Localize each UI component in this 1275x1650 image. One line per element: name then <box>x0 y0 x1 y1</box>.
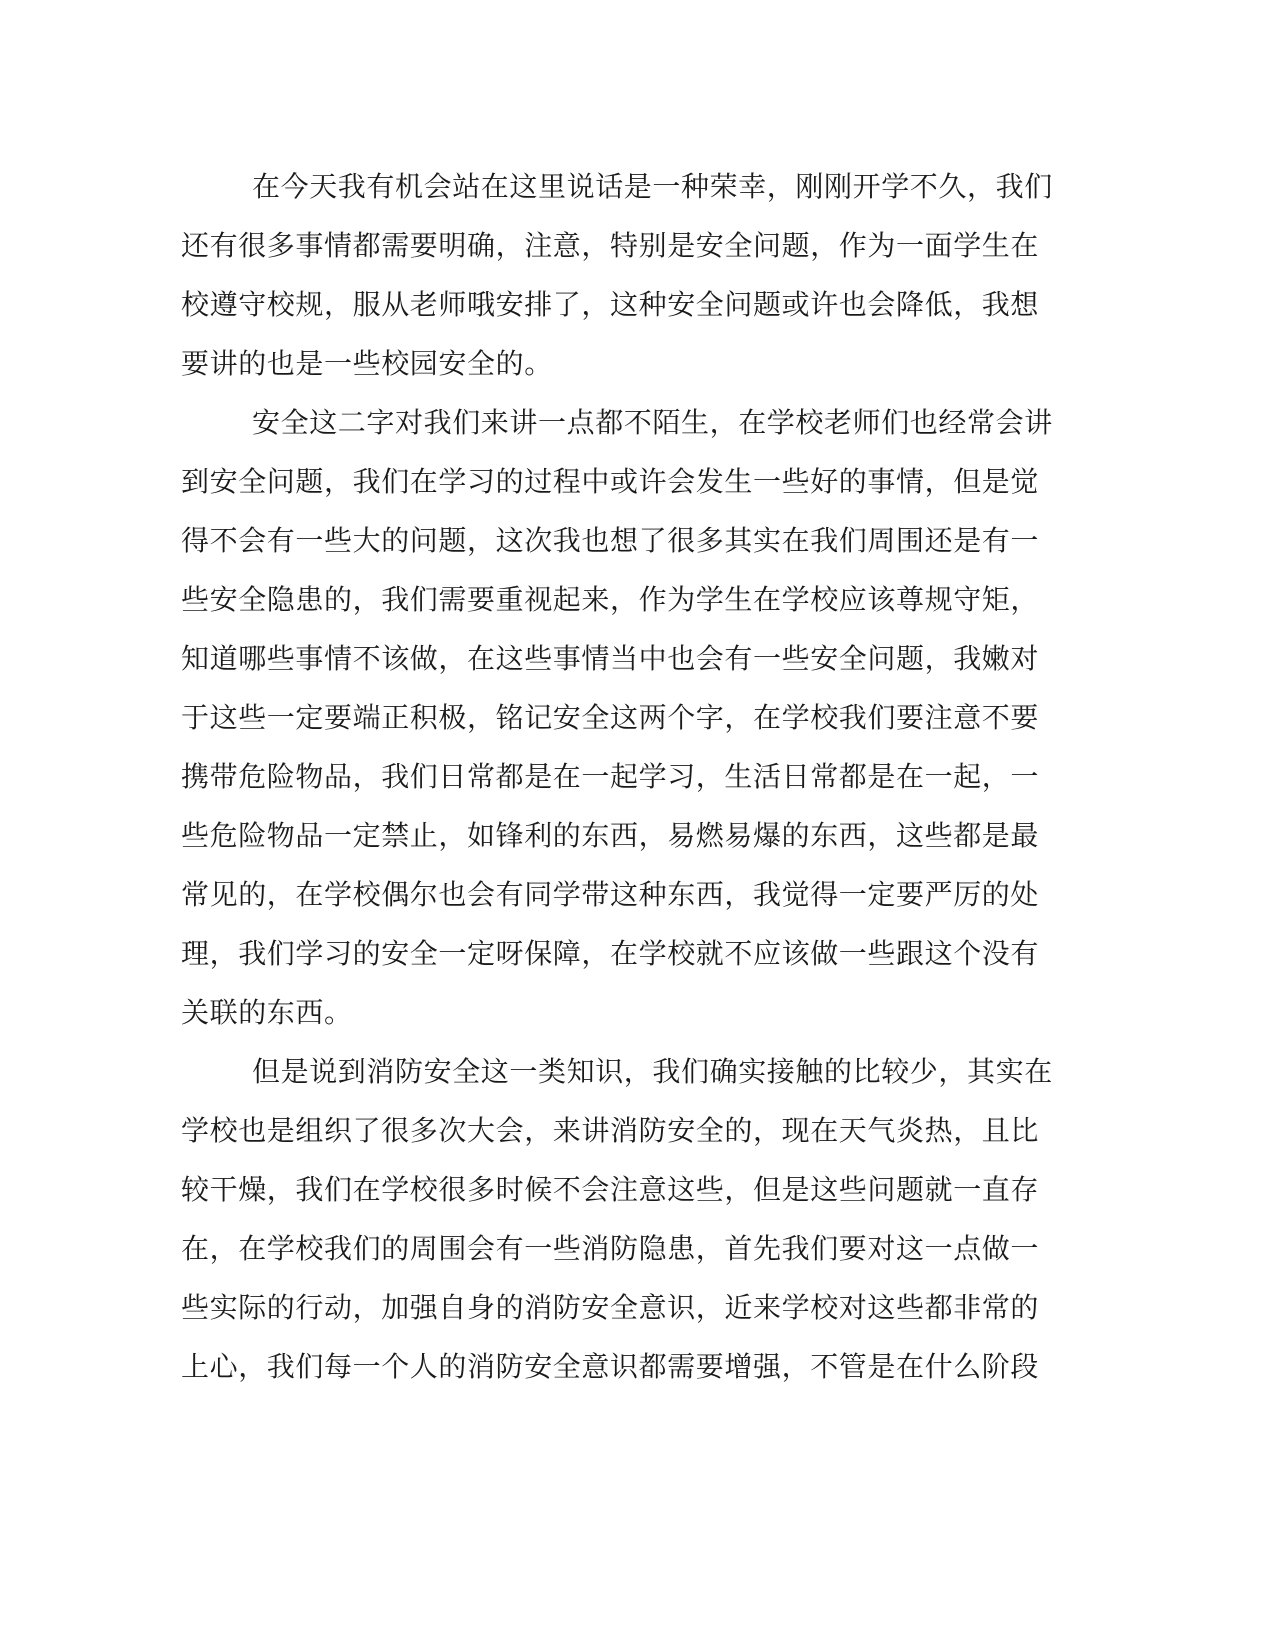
text-line: 上心，我们每一个人的消防安全意识都需要增强，不管是在什么阶段 <box>181 1350 1040 1383</box>
text-line: 些危险物品一定禁止，如锋利的东西，易燃易爆的东西，这些都是最 <box>181 819 1040 852</box>
text-line: 关联的东西。 <box>181 996 353 1029</box>
text-line: 安全这二字对我们来讲一点都不陌生，在学校老师们也经常会讲 <box>252 406 1053 439</box>
text-line: 较干燥，我们在学校很多时候不会注意这些，但是这些问题就一直存 <box>181 1173 1040 1206</box>
paragraph-3 <box>181 1042 1053 1396</box>
text-line: 理，我们学习的安全一定呀保障，在学校就不应该做一些跟这个没有 <box>181 937 1040 970</box>
paragraph-2 <box>181 393 1053 1042</box>
text-line: 在，在学校我们的周围会有一些消防隐患，首先我们要对这一点做一 <box>181 1232 1040 1265</box>
body-text <box>181 157 1053 1396</box>
text-line: 携带危险物品，我们日常都是在一起学习，生活日常都是在一起，一 <box>181 760 1040 793</box>
text-line: 于这些一定要端正积极，铭记安全这两个字，在学校我们要注意不要 <box>181 701 1040 734</box>
text-line: 但是说到消防安全这一类知识，我们确实接触的比较少，其实在 <box>252 1055 1053 1088</box>
text-line: 常见的，在学校偶尔也会有同学带这种东西，我觉得一定要严厉的处 <box>181 878 1040 911</box>
text-line: 些安全隐患的，我们需要重视起来，作为学生在学校应该尊规守矩， <box>181 583 1040 616</box>
text-line: 学校也是组织了很多次大会，来讲消防安全的，现在天气炎热，且比 <box>181 1114 1040 1147</box>
text-line: 校遵守校规，服从老师哦安排了，这种安全问题或许也会降低，我想 <box>181 288 1040 321</box>
text-line: 些实际的行动，加强自身的消防安全意识，近来学校对这些都非常的 <box>181 1291 1040 1324</box>
text-line: 到安全问题，我们在学习的过程中或许会发生一些好的事情，但是觉 <box>181 465 1040 498</box>
text-line: 得不会有一些大的问题，这次我也想了很多其实在我们周围还是有一 <box>181 524 1040 557</box>
text-line: 知道哪些事情不该做，在这些事情当中也会有一些安全问题，我嫩对 <box>181 642 1040 675</box>
text-line: 还有很多事情都需要明确，注意，特别是安全问题，作为一面学生在 <box>181 229 1040 262</box>
paragraph-1 <box>181 157 1053 393</box>
text-line: 要讲的也是一些校园安全的。 <box>181 347 553 380</box>
text-line: 在今天我有机会站在这里说话是一种荣幸，刚刚开学不久，我们 <box>252 170 1053 203</box>
